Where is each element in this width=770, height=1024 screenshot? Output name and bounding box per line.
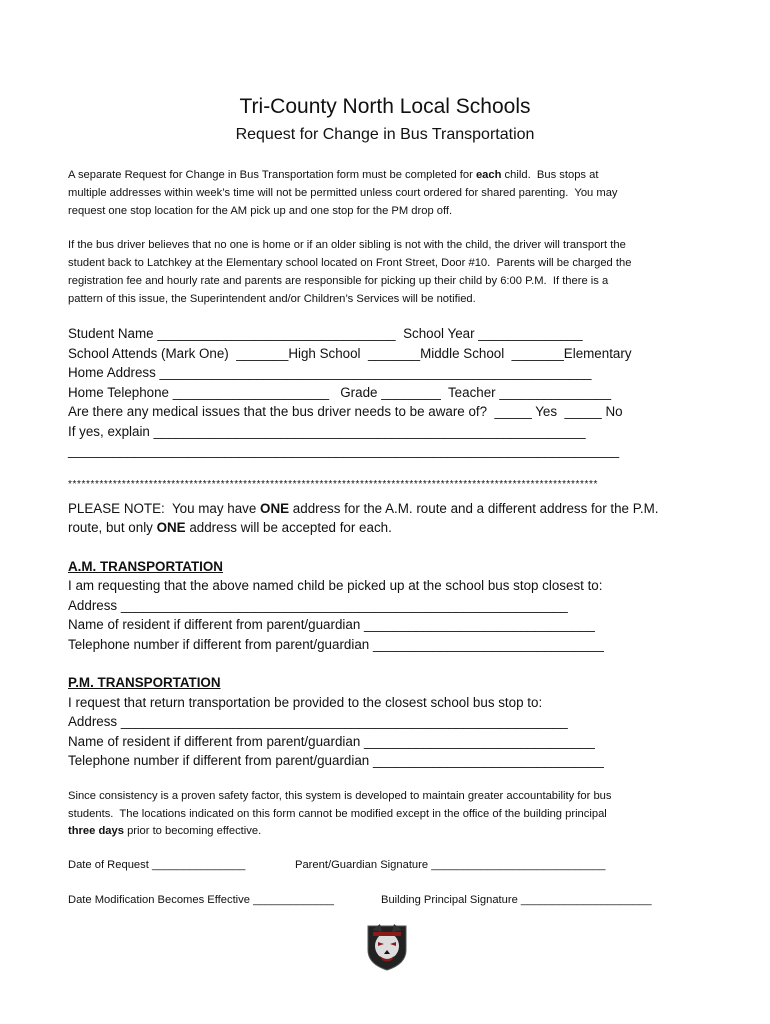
pm-telephone-field[interactable]: Telephone number if different from parent/guardian _______________________________ [68, 753, 604, 768]
explain-field[interactable]: If yes, explain __________________________________________________________ [68, 424, 586, 439]
am-resident-field[interactable]: Name of resident if different from parent/guardian _______________________________ [68, 617, 595, 632]
am-telephone-field[interactable]: Telephone number if different from parent/guardian _______________________________ [68, 637, 604, 652]
pm-address-field[interactable]: Address ____________________________________________________________ [68, 714, 568, 729]
explain-continued-field[interactable]: __________________________________________________________________________ [68, 443, 620, 458]
intro-line: multiple addresses within week’s time will not be permitted unless court ordered for shared parenting. You may [68, 187, 618, 199]
page-subtitle: Request for Change in Bus Transportation [235, 126, 535, 143]
am-address-field[interactable]: Address ____________________________________________________________ [68, 598, 568, 613]
note-line: PLEASE NOTE: You may have ONE address for the A.M. route and a different address for the P.M. [68, 501, 659, 516]
section-divider: ********************************************************************************************************************** [68, 479, 599, 490]
student-name-field[interactable]: Student Name ________________________________ School Year ______________ [68, 326, 583, 341]
am-request-text: I am requesting that the above named child be picked up at the school bus stop closest to: [68, 578, 603, 593]
closing-line: three days prior to becoming effective. [68, 825, 262, 837]
date-of-request-field[interactable]: Date of Request _______________ [68, 859, 246, 871]
school-attends-field[interactable]: School Attends (Mark One) _______High School _______Middle School _______Elementary [68, 346, 632, 361]
home-telephone-field[interactable]: Home Telephone _____________________ Grade ________ Teacher _______________ [68, 385, 612, 400]
medical-issues-field[interactable]: Are there any medical issues that the bus driver needs to be aware of? _____ Yes _____ No [68, 404, 623, 419]
am-heading: A.M. TRANSPORTATION [68, 559, 223, 574]
principal-signature-field[interactable]: Building Principal Signature _____________________ [381, 894, 652, 906]
parent-signature-field[interactable]: Parent/Guardian Signature ____________________________ [295, 859, 606, 871]
intro-line: registration fee and hourly rate and parents are responsible for picking up their child by 6:00 P.M. If there is a [68, 275, 609, 287]
closing-line: students. The locations indicated on this form cannot be modified except in the office of the building principal [68, 808, 607, 820]
date-effective-field[interactable]: Date Modification Becomes Effective _____________ [68, 894, 334, 906]
pm-heading: P.M. TRANSPORTATION [68, 675, 221, 690]
page-title: Tri-County North Local Schools [239, 95, 531, 118]
pm-resident-field[interactable]: Name of resident if different from parent/guardian _______________________________ [68, 734, 595, 749]
intro-line: pattern of this issue, the Superintendent and/or Children’s Services will be notified. [68, 293, 476, 305]
intro-line: If the bus driver believes that no one is home or if an older sibling is not with the child, the driver will transport the [68, 239, 626, 251]
note-line: route, but only ONE address will be accepted for each. [68, 520, 392, 535]
home-address-field[interactable]: Home Address __________________________________________________________ [68, 365, 592, 380]
intro-line: A separate Request for Change in Bus Transportation form must be completed for each child. Bus stops at [68, 169, 599, 181]
intro-line: request one stop location for the AM pick up and one stop for the PM drop off. [68, 205, 453, 217]
closing-line: Since consistency is a proven safety factor, this system is developed to maintain greater accountability for bus [68, 790, 612, 802]
school-mascot-logo-icon [364, 922, 410, 972]
pm-request-text: I request that return transportation be provided to the closest school bus stop to: [68, 695, 543, 710]
intro-line: student back to Latchkey at the Elementary school located on Front Street, Door #10. Parents will be charged the [68, 257, 632, 269]
